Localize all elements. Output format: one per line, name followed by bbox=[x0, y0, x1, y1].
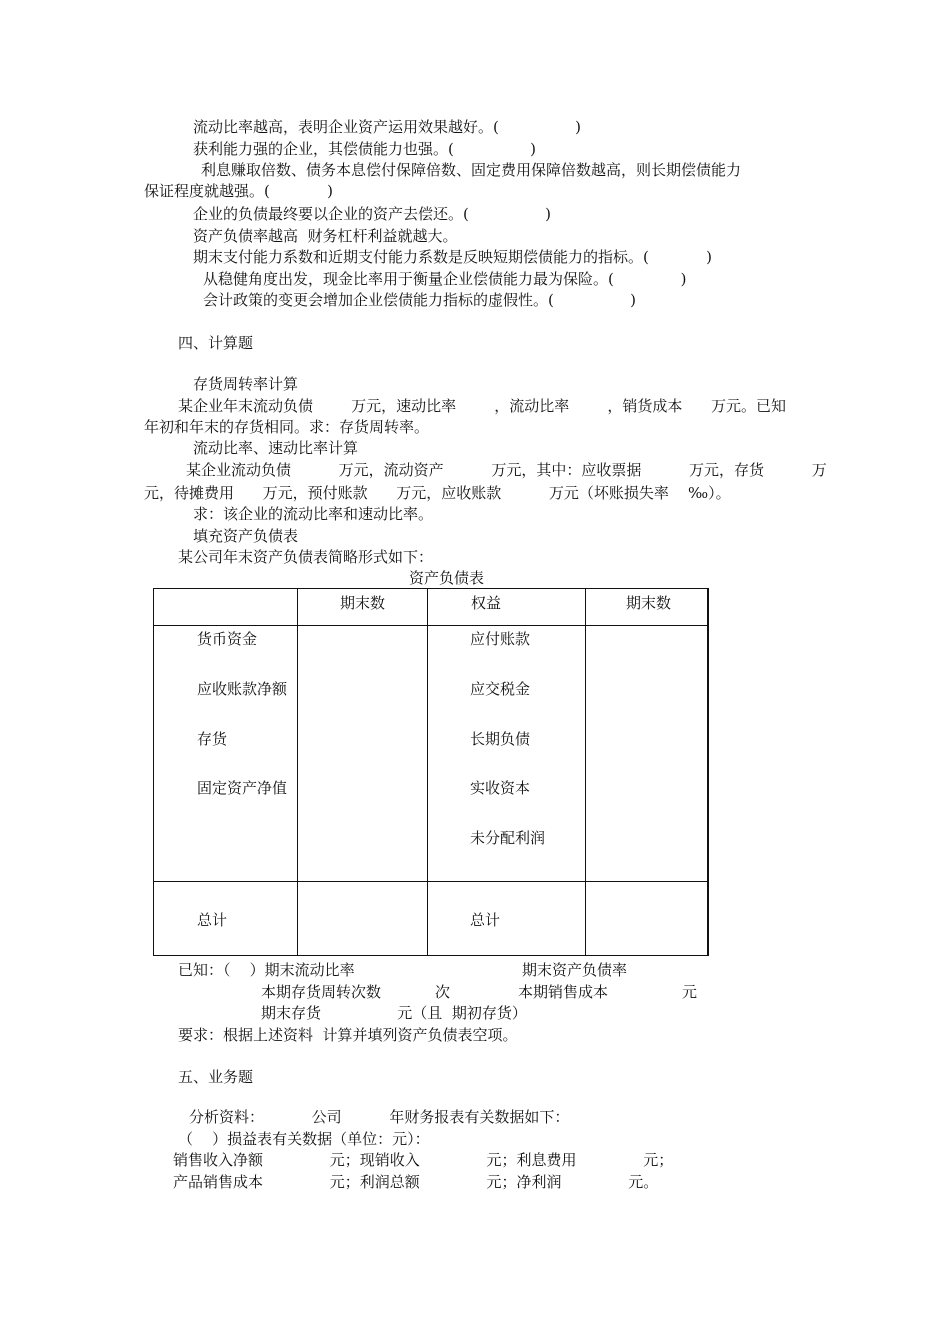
question-2-text-line-3: 求：该企业的流动比率和速动比率。 bbox=[193, 505, 434, 523]
header-equity: 权益 bbox=[471, 594, 502, 612]
column-divider bbox=[585, 589, 586, 955]
section-heading-calculation: 四、计算题 bbox=[178, 334, 254, 352]
question-2-text-line-1: 某企业流动负债 万元，流动资产 万元，其中：应收票据 万元，存货 万 bbox=[186, 461, 827, 479]
total-right-label: 总计 bbox=[470, 911, 501, 929]
question-3-intro: 某公司年末资产负债表简略形式如下： bbox=[178, 548, 434, 566]
section-heading-business: 五、业务题 bbox=[178, 1068, 254, 1086]
business-line-3: 销售收入净额 元；现销收入 元；利息费用 元； bbox=[173, 1151, 674, 1169]
known-line-2-right-unit: 元 bbox=[682, 983, 698, 1001]
asset-row-label: 货币资金 bbox=[197, 630, 258, 648]
statement-6: 期末支付能力系数和近期支付能力系数是反映短期偿债能力的指标。( ) bbox=[193, 248, 712, 266]
asset-row-label: 应收账款净额 bbox=[197, 680, 288, 698]
column-divider bbox=[427, 589, 428, 955]
business-line-2: （ ）损益表有关数据（单位：元）： bbox=[178, 1130, 430, 1148]
total-left-label: 总计 bbox=[197, 911, 228, 929]
known-line-3: 期末存货 元（且 期初存货） bbox=[261, 1004, 527, 1022]
table-title: 资产负债表 bbox=[409, 569, 485, 587]
question-2-title: 流动比率、速动比率计算 bbox=[193, 439, 359, 457]
statement-3-line-1: 利息赚取倍数、债务本息偿付保障倍数、固定费用保障倍数越高，则长期偿债能力 bbox=[201, 161, 742, 179]
statement-8: 会计政策的变更会增加企业偿债能力指标的虚假性。( ) bbox=[203, 291, 636, 309]
statement-7: 从稳健角度出发，现金比率用于衡量企业偿债能力最为保险。( ) bbox=[203, 270, 687, 288]
business-line-1: 分析资料： 公司 年财务报表有关数据如下： bbox=[189, 1108, 570, 1126]
header-period-end-right: 期末数 bbox=[626, 594, 672, 612]
statement-2: 获利能力强的企业，其偿债能力也强。( ) bbox=[193, 140, 536, 158]
known-line-2-unit: 次 bbox=[435, 983, 451, 1001]
known-line-2-right: 本期销售成本 bbox=[518, 983, 609, 1001]
question-1-text-line-2: 年初和年末的存货相同。求：存货周转率。 bbox=[144, 418, 430, 436]
column-divider bbox=[297, 589, 298, 955]
known-line-1: 已知：（ ）期末流动比率 bbox=[178, 961, 355, 979]
asset-row-label: 固定资产净值 bbox=[197, 779, 288, 797]
statement-5: 资产负债率越高 财务杠杆利益就越大。 bbox=[193, 227, 458, 245]
asset-row-label: 存货 bbox=[197, 730, 228, 748]
equity-row-label: 应交税金 bbox=[470, 680, 531, 698]
question-1-text-line-1: 某企业年末流动负债 万元，速动比率 ，流动比率 ，销货成本 万元。已知 bbox=[178, 397, 787, 415]
known-requirement: 要求：根据上述资料 计算并填列资产负债表空项。 bbox=[178, 1026, 518, 1044]
question-3-title: 填充资产负债表 bbox=[193, 527, 299, 545]
equity-row-label: 长期负债 bbox=[470, 730, 531, 748]
equity-row-label: 应付账款 bbox=[470, 630, 531, 648]
statement-3-line-2: 保证程度就越强。( ) bbox=[144, 182, 333, 200]
known-line-2: 本期存货周转次数 bbox=[261, 983, 382, 1001]
question-2-text-line-2: 元，待摊费用 万元，预付账款 万元，应收账款 万元（坏账损失率 ‰）。 bbox=[144, 484, 731, 502]
balance-sheet-table bbox=[153, 588, 709, 956]
equity-row-label: 实收资本 bbox=[470, 779, 531, 797]
header-period-end-left: 期末数 bbox=[340, 594, 386, 612]
known-line-1-right: 期末资产负债率 bbox=[522, 961, 628, 979]
statement-4: 企业的负债最终要以企业的资产去偿还。( ) bbox=[193, 205, 551, 223]
statement-1: 流动比率越高，表明企业资产运用效果越好。( ) bbox=[193, 118, 581, 136]
equity-row-label: 未分配利润 bbox=[470, 829, 546, 847]
header-divider bbox=[154, 625, 707, 626]
question-1-title: 存货周转率计算 bbox=[193, 375, 299, 393]
total-divider bbox=[154, 881, 707, 882]
business-line-4: 产品销售成本 元；利润总额 元；净利润 元。 bbox=[173, 1173, 659, 1191]
